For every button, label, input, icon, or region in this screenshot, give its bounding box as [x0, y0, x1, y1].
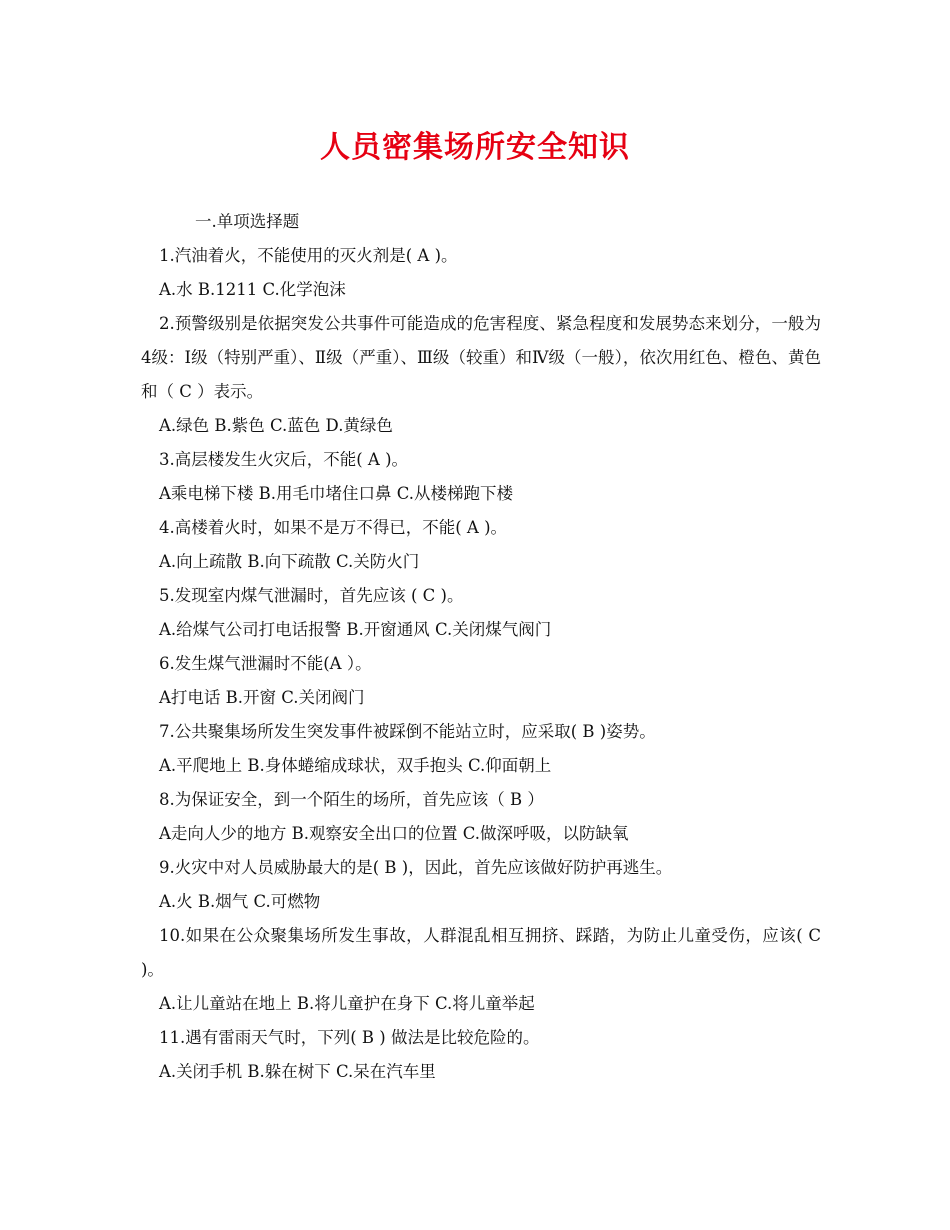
- document-title: 人员密集场所安全知识: [320, 130, 630, 165]
- question-1: 1.汽油着火，不能使用的灭火剂是( A )。: [159, 246, 458, 265]
- question-5: 5.发现室内煤气泄漏时，首先应该 ( C )。: [159, 586, 464, 605]
- options-10: A.让儿童站在地上 B.将儿童护在身下 C.将儿童举起: [159, 994, 535, 1013]
- question-4: 4.高楼着火时，如果不是万不得已，不能( A )。: [159, 518, 508, 537]
- options-3: A乘电梯下楼 B.用毛巾堵住口鼻 C.从楼梯跑下楼: [159, 484, 514, 503]
- question-10: 10.如果在公众聚集场所发生事故，人群混乱相互拥挤、踩踏，为防止儿童受伤，应该( C )。: [141, 926, 821, 979]
- options-8: A走向人少的地方 B.观察安全出口的位置 C.做深呼吸，以防缺氧: [159, 824, 629, 843]
- question-3: 3.高层楼发生火灾后，不能( A )。: [159, 450, 409, 469]
- options-7: A.平爬地上 B.身体蜷缩成球状，双手抱头 C.仰面朝上: [159, 756, 552, 775]
- question-8: 8.为保证安全，到一个陌生的场所，首先应该（ B ）: [159, 790, 544, 809]
- question-7: 7.公共聚集场所发生突发事件被踩倒不能站立时，应采取( B )姿势。: [159, 722, 656, 741]
- options-2: A.绿色 B.紫色 C.蓝色 D.黄绿色: [159, 416, 393, 435]
- options-1: A.水 B.1211 C.化学泡沫: [159, 280, 346, 299]
- options-4: A.向上疏散 B.向下疏散 C.关防火门: [159, 552, 420, 571]
- section-heading: 一.单项选择题: [195, 212, 300, 231]
- document-body: [141, 205, 821, 1089]
- question-11: 11.遇有雷雨天气时，下列( B ) 做法是比较危险的。: [159, 1028, 540, 1047]
- question-9: 9.火灾中对人员威胁最大的是( B )，因此，首先应该做好防护再逃生。: [159, 858, 673, 877]
- options-5: A.给煤气公司打电话报警 B.开窗通风 C.关闭煤气阀门: [159, 620, 552, 639]
- options-11: A.关闭手机 B.躲在树下 C.呆在汽车里: [159, 1062, 436, 1081]
- options-9: A.火 B.烟气 C.可燃物: [159, 892, 321, 911]
- options-6: A打电话 B.开窗 C.关闭阀门: [159, 688, 365, 707]
- question-2: 2.预警级别是依据突发公共事件可能造成的危害程度、紧急程度和发展势态来划分，一般为4级：Ⅰ级（特别严重）、Ⅱ级（严重）、Ⅲ级（较重）和Ⅳ级（一般），依次用红色、橙色、黄色和（ C ）表示。: [141, 314, 821, 401]
- question-6: 6.发生煤气泄漏时不能(A ）。: [159, 654, 372, 673]
